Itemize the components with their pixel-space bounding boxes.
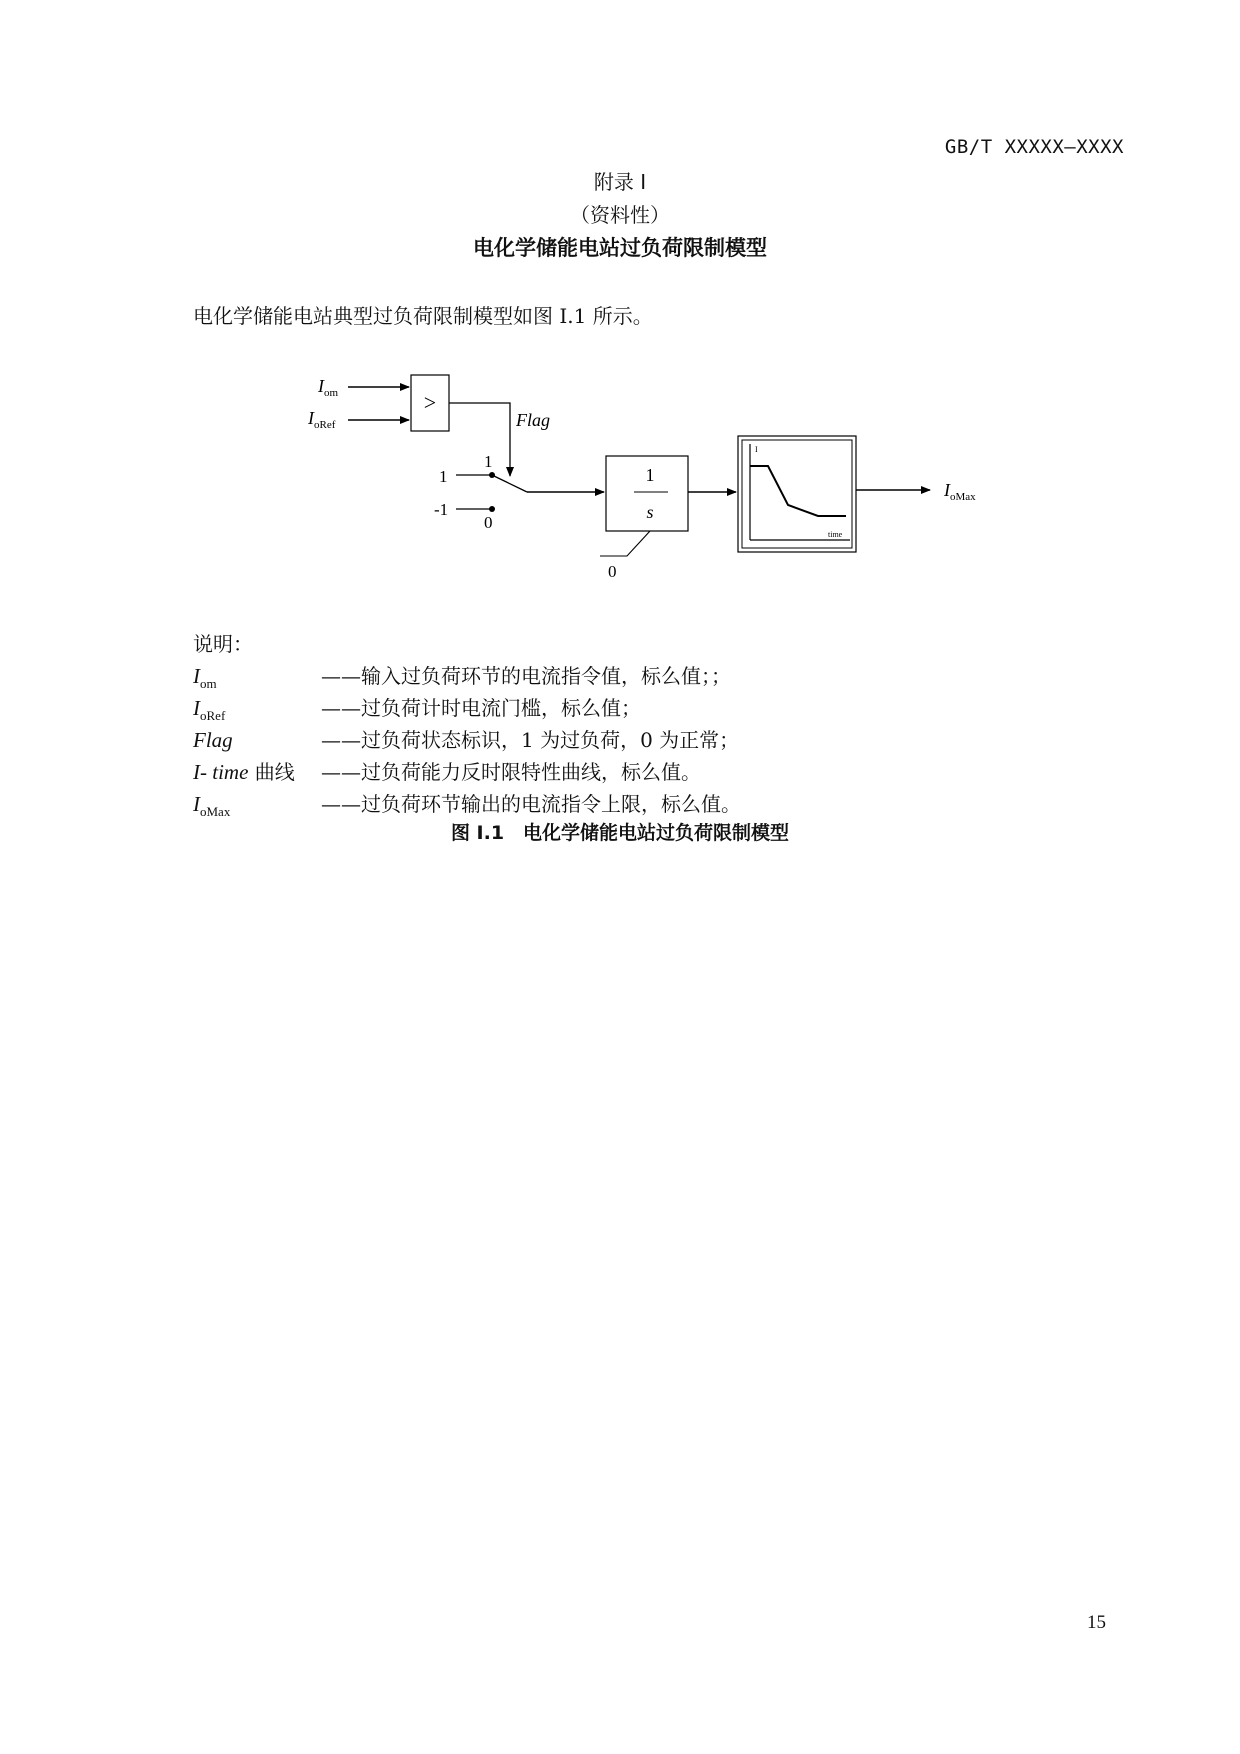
legend-symbol: I- time 曲线 — [193, 760, 295, 784]
integrator-numerator: 1 — [645, 465, 655, 485]
legend-description: ——过负荷计时电流门槛，标么值； — [321, 696, 641, 720]
appendix-label: 附录 I — [593, 170, 647, 194]
const-minus-label: -1 — [434, 500, 449, 519]
legend-description: ——过负荷环节输出的电流指令上限，标么值。 — [321, 792, 741, 816]
comparator-symbol: > — [423, 390, 437, 415]
appendix-header — [0, 166, 1240, 265]
standard-code: GB/T XXXXX—XXXX — [944, 136, 1124, 158]
integrator-init-line — [600, 531, 650, 556]
switch-contact-1 — [489, 472, 495, 478]
const-plus-label: 1 — [439, 467, 448, 486]
legend-row — [193, 660, 741, 692]
legend-row — [193, 724, 741, 756]
page-number: 15 — [1087, 1612, 1106, 1633]
integrator-denominator: s — [646, 502, 654, 522]
appendix-title: 电化学储能电站过负荷限制模型 — [473, 236, 767, 260]
legend — [193, 628, 741, 820]
integrator-init-label: 0 — [608, 562, 617, 581]
flag-label: Flag — [516, 410, 550, 430]
figure-caption: 图 I.1 电化学储能电站过负荷限制模型 — [450, 822, 790, 844]
legend-description: ——过负荷能力反时限特性曲线，标么值。 — [321, 760, 701, 784]
appendix-nature: （资料性） — [570, 203, 670, 227]
legend-description: ——过负荷状态标识，1 为过负荷，0 为正常； — [321, 728, 740, 752]
output-iomax-label: $I_{oMax}$ — [944, 480, 976, 503]
switch-contact-0 — [489, 506, 495, 512]
switch-pos-0-label: 0 — [484, 513, 493, 532]
curve-axis-x-label: time — [828, 530, 843, 539]
switch-blade — [494, 476, 527, 492]
iom-input-label: $I_{om}$ — [318, 376, 339, 399]
legend-heading: 说明： — [193, 632, 253, 656]
legend-symbol: $I_{om}$ — [193, 664, 217, 692]
legend-row — [193, 756, 741, 788]
intro-paragraph: 电化学储能电站典型过负荷限制模型如图 I.1 所示。 — [193, 304, 653, 328]
legend-symbol: $I_{oMax}$ — [193, 792, 231, 820]
legend-description: ——输入过负荷环节的电流指令值，标么值；； — [321, 664, 731, 688]
legend-symbol: $I_{oRef}$ — [193, 696, 226, 724]
switch-pos-1-label: 1 — [484, 452, 493, 471]
legend-row — [193, 692, 741, 724]
legend-row — [193, 788, 741, 820]
legend-symbol: Flag — [193, 728, 233, 752]
overload-limit-block-diagram — [300, 365, 1000, 590]
flag-signal-line — [449, 403, 510, 476]
ioref-input-label: $I_{oRef}$ — [308, 408, 336, 431]
curve-axis-y-label: I — [755, 445, 758, 454]
